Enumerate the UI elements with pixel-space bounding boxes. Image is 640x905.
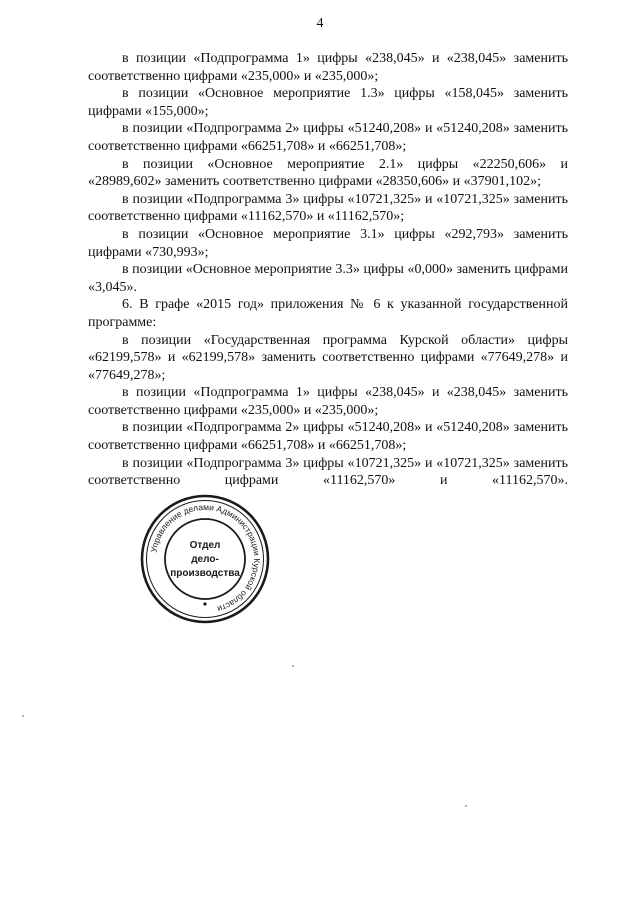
paragraph-2: в позиции «Основное мероприятие 1.3» цифры «158,045» заменить цифрами «155,000»; xyxy=(88,86,568,119)
paragraph-11: в позиции «Подпрограмма 2» цифры «51240,208» и «51240,208» заменить соответственно цифрами «66251,708» и «66251,708»; xyxy=(88,420,568,454)
paragraph-3: в позиции «Подпрограмма 2» цифры «51240,208» и «51240,208» заменить соответственно цифрами «66251,708» и «66251,708»; xyxy=(88,121,568,154)
scan-speck xyxy=(465,805,467,807)
scan-speck xyxy=(22,715,24,717)
stamp-center-line-1: Отдел xyxy=(189,540,221,551)
page-number: 4 xyxy=(316,16,324,31)
office-stamp xyxy=(138,492,272,626)
paragraph-10: в позиции «Подпрограмма 1» цифры «238,045» и «238,045» заменить соответственно цифрами «235,000» и «235,000»; xyxy=(88,385,568,418)
stamp-bullet-icon xyxy=(203,602,206,605)
paragraph-4: в позиции «Основное мероприятие 2.1» цифры «22250,606» и «28989,602» заменить соответственно цифрами «28350,606» и «37901,102»; xyxy=(88,156,568,190)
stamp-seal-icon xyxy=(138,492,272,626)
paragraph-8: 6. В графе «2015 год» приложения № 6 к указанной государственной программе: xyxy=(88,297,568,330)
paragraph-12: в позиции «Подпрограмма 3» цифры «10721,325» и «10721,325» заменить соответственно цифрами «11162,570» и «11162,570». xyxy=(88,455,568,489)
paragraph-5: в позиции «Подпрограмма 3» цифры «10721,325» и «10721,325» заменить соответственно цифрами «11162,570» и «11162,570»; xyxy=(88,191,568,225)
paragraph-6: в позиции «Основное мероприятие 3.1» цифры «292,793» заменить цифрами «730,993»; xyxy=(88,226,568,260)
stamp-center-line-2: дело- xyxy=(191,554,219,565)
stamp-ring-text: Управление делами Администрации Курской области xyxy=(148,501,263,615)
document-body xyxy=(88,50,568,490)
scan-speck xyxy=(292,665,294,667)
paragraph-7: в позиции «Основное мероприятие 3.3» цифры «0,000» заменить цифрами «3,045». xyxy=(88,262,568,295)
stamp-center-line-3: производства xyxy=(170,568,240,579)
paragraph-9: в позиции «Государственная программа Курской области» цифры «62199,578» и «62199,578» заменить соответственно цифрами «77649,278» и «77649,278»; xyxy=(88,332,568,383)
paragraph-1: в позиции «Подпрограмма 1» цифры «238,045» и «238,045» заменить соответственно цифрами «235,000» и «235,000»; xyxy=(88,51,568,84)
